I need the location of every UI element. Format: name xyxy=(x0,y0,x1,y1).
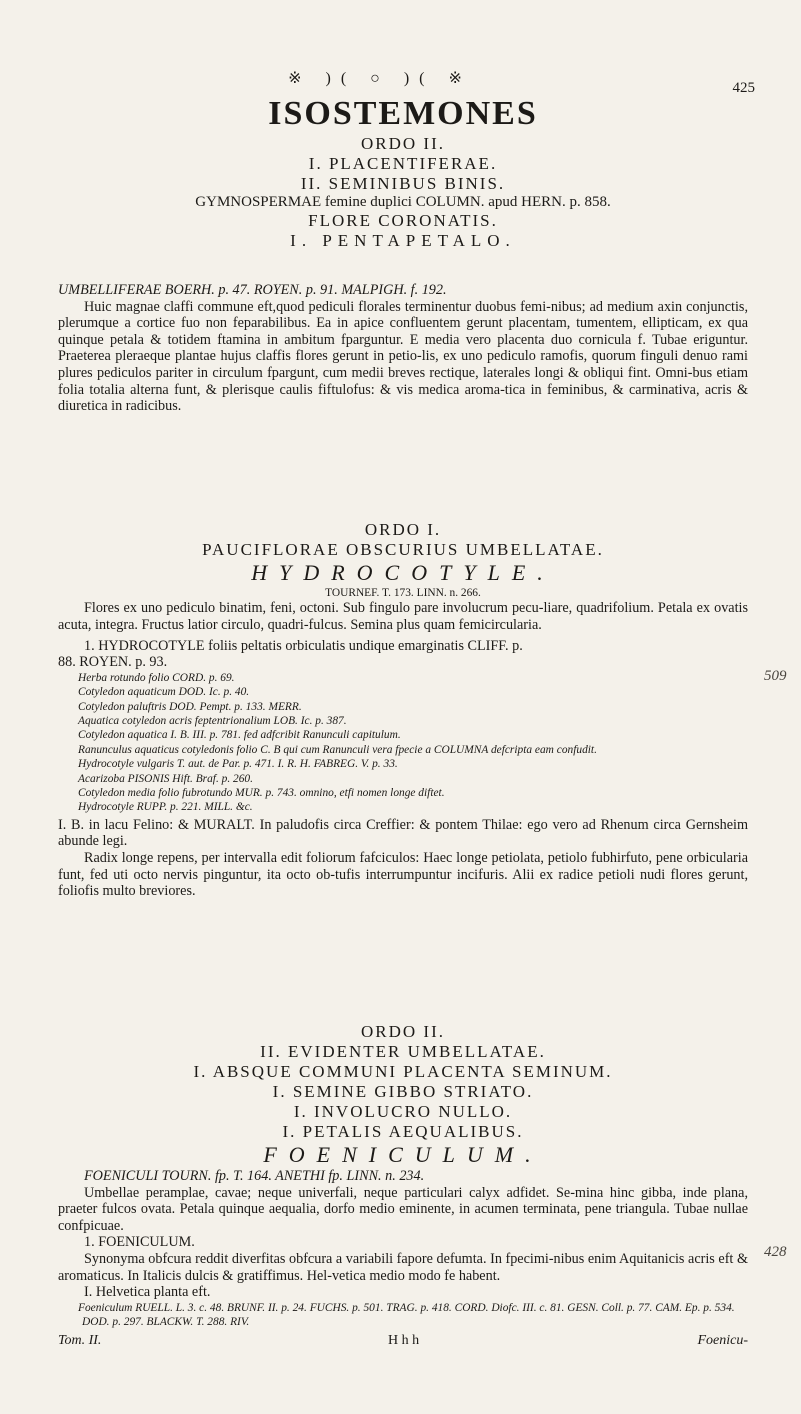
synonym-item: Cotyledon aquaticum DOD. Ic. p. 40. xyxy=(78,686,250,699)
habitat-text: I. B. in lacu Felino: & MURALT. In paludofis circa Creffier: & pontem Thilae: ego vero ad Rhenum circa Gernsheim abunde legi. xyxy=(58,816,748,850)
subclass-heading: II. SEMINIBUS BINIS. xyxy=(300,174,506,193)
header-ornament: ※ )( ○ )( ※ xyxy=(288,70,472,87)
ordo-ii-line-1: I. ABSQUE COMMUNI PLACENTA SEMINUM. xyxy=(193,1062,613,1081)
title-block xyxy=(58,94,748,251)
foeniculum-species: 1. FOENICULUM. xyxy=(84,1234,195,1251)
footer-volume: Tom. II. xyxy=(58,1332,102,1348)
gymnospermae-line: GYMNOSPERMAE femine duplici COLUMN. apud HERN. p. 858. xyxy=(195,194,611,210)
umbelliferae-text: Huic magnae claffi commune eft,quod pediculi florales terminentur duobus femi-nibus; ad medium axin conjunctis, plerumque a cortice fuo non feparabilibus. Ea in apice confluentem gerunt placentam, tumentem, ellipticam, ex qua quinque petala & totidem ftamina in ambitum fparguntur. E media vero placenta duo cornicula f. Tubae eriguntur. Praeterea pleraeque plantae hujus claffis flores gerunt in petio-lis, ex uno pediculo ramofis, quorum finguli denuo rami plures pediculos pariter in circulum fpargunt, cum medii breves rectique, laterales longi & obliqui fint. Omni-bus etiam folia totalia alterna funt, & plerisque caulis fiftulofus: & vis medica aroma-tica in feminibus, & carminativa, acris & diuretica in radicibus. xyxy=(58,298,748,415)
foeniculum-description: Umbellae peramplae, cavae; neque univerfali, neque particulari calyx adfidet. Se-mina hinc gibba, inde plana, praeter fulcos ovata. Petala quinque aequalia, dorfo medio eminente, in acumen terminata, pene triangula. Tubae nullae confpicuae. xyxy=(58,1184,748,1234)
ordo-ii-line-4: I. PETALIS AEQUALIBUS. xyxy=(282,1122,524,1141)
margin-note: 428 xyxy=(764,1244,787,1260)
synonym-item: Cotyledon aquatica I. B. III. p. 781. fed adfcribit Ranunculi capitulum. xyxy=(78,729,401,742)
ordo-ii-subheading: II. EVIDENTER UMBELLATAE. xyxy=(260,1042,546,1061)
helvetica-refs: Foeniculum RUELL. L. 3. c. 48. BRUNF. II. p. 24. FUCHS. p. 501. TRAG. p. 418. CORD. Diofc. III. c. 81. GESN. Coll. p. 77. CAM. Ep. p. 534. DOD. p. 297. BLACKW. T. 288. RIV. xyxy=(78,1301,735,1329)
page-number: 425 xyxy=(732,80,755,96)
ordo-ii-line-3: I. INVOLUCRO NULLO. xyxy=(293,1102,513,1121)
synonym-item: Cotyledon paluftris DOD. Pempt. p. 133. MERR. xyxy=(78,700,302,713)
flore-coronatis: FLORE CORONATIS. xyxy=(308,211,498,230)
synonym-item: Cotyledon media folio fubrotundo MUR. p. 743. omnino, etfi nomen longe diftet. xyxy=(78,787,445,800)
radix-text: Radix longe repens, per intervalla edit foliorum fafciculos: Haec longe petiolata, petiolo fubhirfuto, pene orbicularia funt, fed uti octo nervis pinguntur, ita octo ob-tufis interrumpuntur incifuris. Alii ex radice petioli nudi flores gerunt, foliofis multo breviores. xyxy=(58,850,748,900)
species-line-1: 1. HYDROCOTYLE foliis peltatis orbiculatis undique emarginatis CLIFF. p. xyxy=(84,637,523,654)
synonym-list xyxy=(58,671,748,815)
ordo-i-subheading: PAUCIFLORAE OBSCURIUS UMBELLATAE. xyxy=(202,540,604,559)
ordo-heading: ORDO II. xyxy=(361,134,445,153)
synonym-item: Ranunculus aquaticus cotyledonis folio C. B qui cum Ranunculi vera fpecie a COLUMNA defcripta eam confudit. xyxy=(78,743,597,756)
ordo-i-heading: ORDO I. xyxy=(364,520,442,539)
species-line-2: 88. ROYEN. p. 93. xyxy=(58,654,168,671)
synonym-item: Acarizoba PISONIS Hift. Braf. p. 260. xyxy=(78,772,253,785)
hydrocotyle-description: Flores ex uno pediculo binatim, feni, octoni. Sub fingulo pare involucrum pecu-liare, quadrifolium. Petala ex ovatis acuta, integra. Fructus latior circulo, quadri-fulcus. Semina plus quam femicircularia. xyxy=(58,600,748,633)
footer-signature: H h h xyxy=(388,1332,420,1348)
synonym-item: Aquatica cotyledon acris feptentrionalium LOB. Ic. p. 387. xyxy=(78,715,347,727)
margin-note: 509 xyxy=(764,668,787,684)
page-footer xyxy=(58,1332,748,1349)
synonym-item: Herba rotundo folio CORD. p. 69. xyxy=(78,671,235,684)
pentapetalo-heading: I. PENTAPETALO. xyxy=(290,231,516,250)
class-heading: I. PLACENTIFERAE. xyxy=(308,154,498,173)
helvetica-sub: I. Helvetica planta eft. xyxy=(84,1284,211,1301)
hydrocotyle-refs: TOURNEF. T. 173. LINN. n. 266. xyxy=(325,587,481,599)
ordo-ii-section xyxy=(58,1022,748,1349)
ordo-i-section xyxy=(58,520,748,900)
ordo-ii-line-2: I. SEMINE GIBBO STRIATO. xyxy=(272,1082,534,1101)
genus-foeniculum: FOENICULUM. xyxy=(263,1142,543,1167)
foeniculum-species-text: Synonyma obfcura reddit diverfitas obfcura a variabili fapore defumta. In fpecimi-nibus enim Aquitanicis acris eft & aromaticus. In Italicis dulcis & gratiffimus. Hel-vetica medio modo fe habent. xyxy=(58,1250,748,1284)
ordo-ii-heading: ORDO II. xyxy=(361,1022,445,1041)
footer-catchword: Foenicu- xyxy=(697,1332,748,1348)
genus-hydrocotyle: HYDROCOTYLE. xyxy=(251,560,555,585)
synonym-item: Hydrocotyle RUPP. p. 221. MILL. &c. xyxy=(78,801,253,814)
umbelliferae-section xyxy=(58,282,748,415)
foeniculum-refs: FOENICULI TOURN. fp. T. 164. ANETHI fp. LINN. n. 234. xyxy=(84,1168,425,1184)
synonym-item: Hydrocotyle vulgaris T. aut. de Par. p. 471. I. R. H. FABREG. V. p. 33. xyxy=(78,758,398,771)
page-title: ISOSTEMONES xyxy=(268,95,538,132)
umbelliferae-heading: UMBELLIFERAE BOERH. p. 47. ROYEN. p. 91. MALPIGH. f. 192. xyxy=(58,282,447,298)
